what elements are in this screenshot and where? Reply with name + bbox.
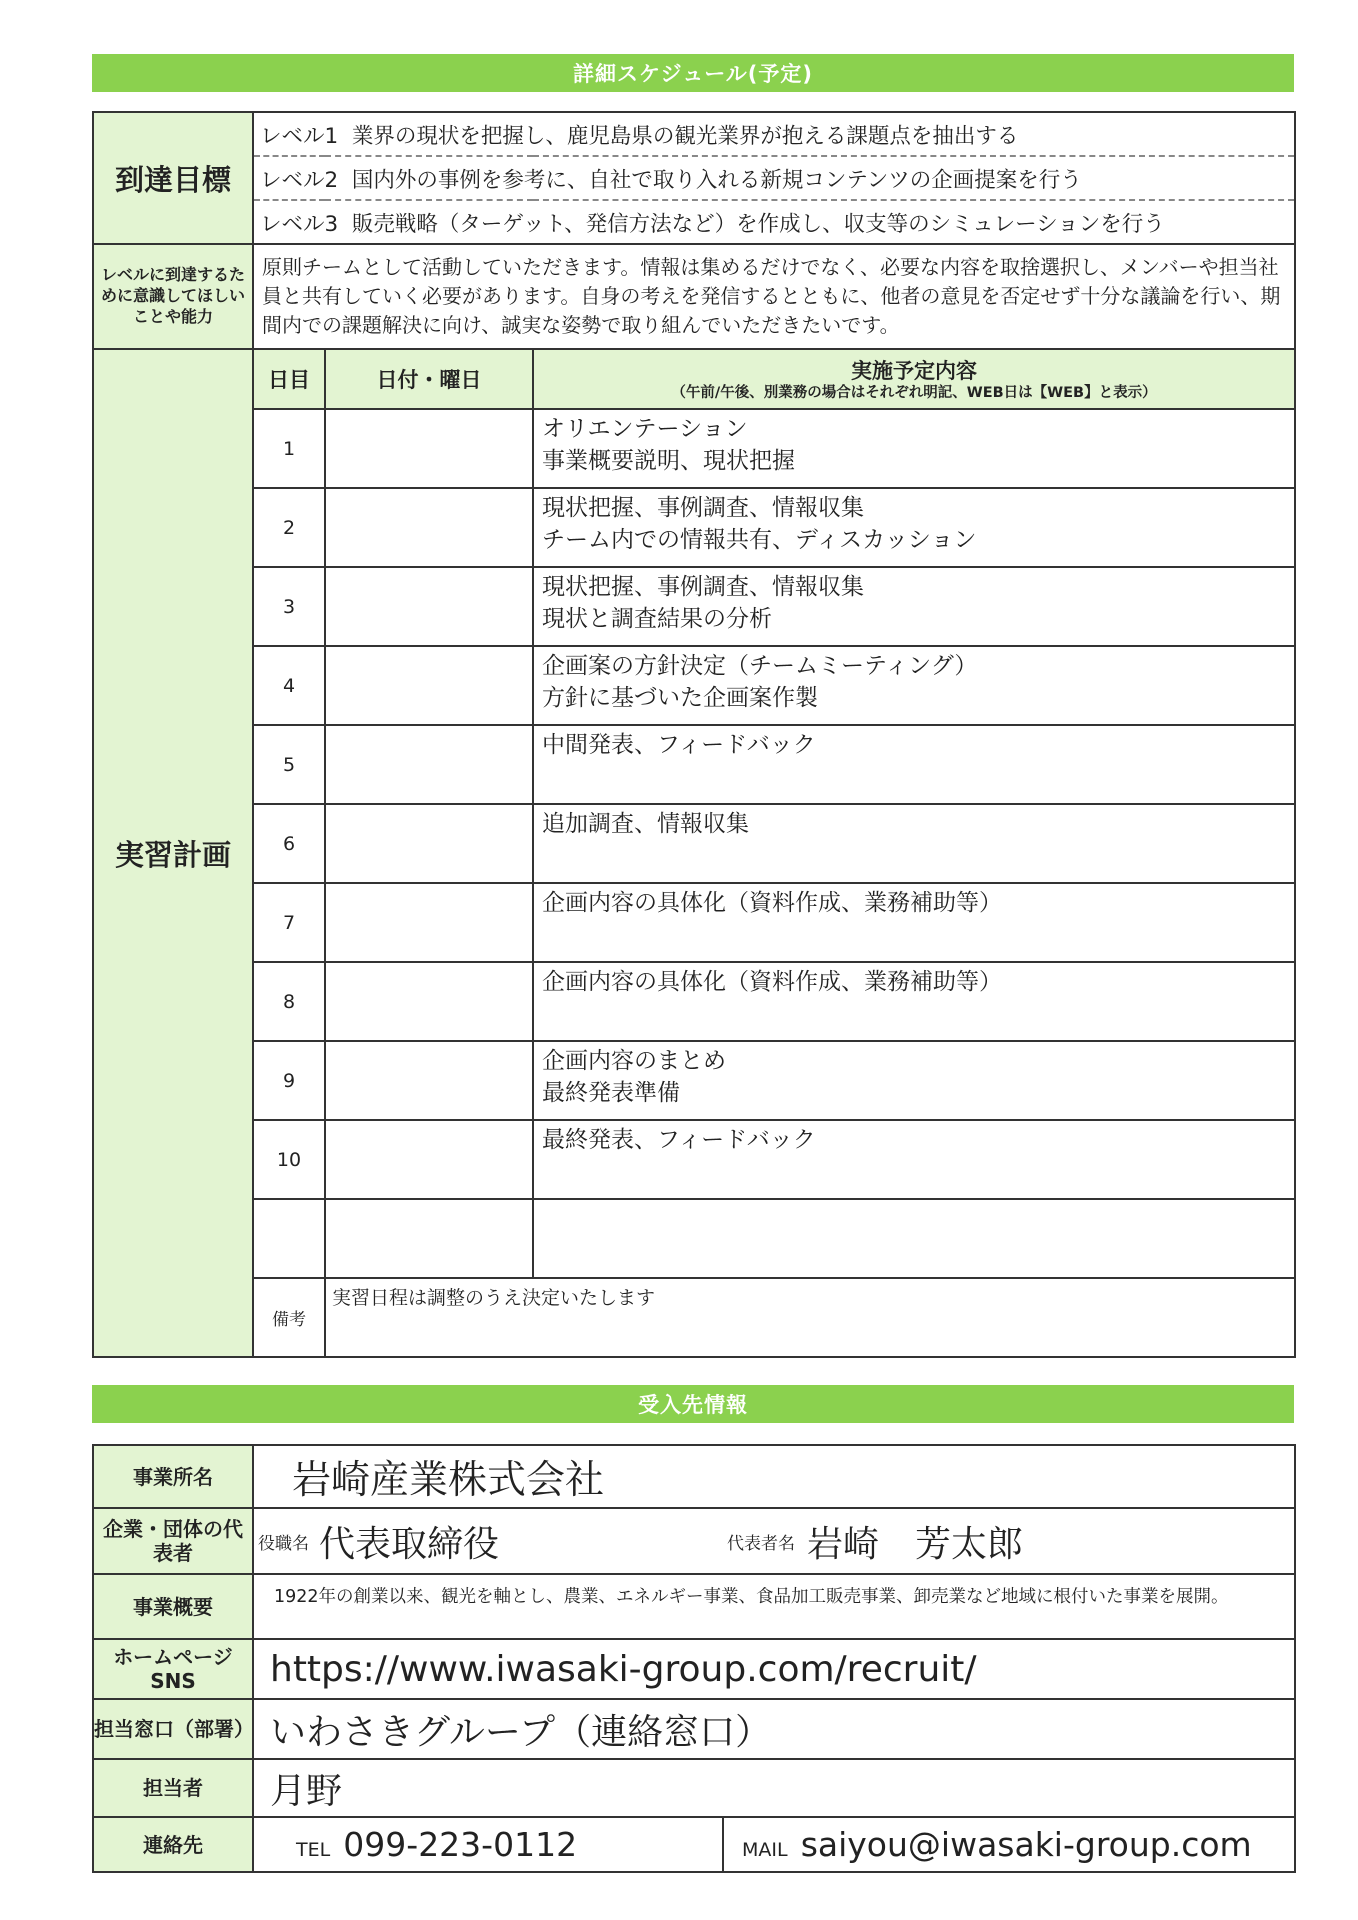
plan-row-content (533, 883, 1295, 962)
plan-row-content (533, 804, 1295, 883)
plan-row-content (533, 962, 1295, 1041)
plan-row (93, 488, 1295, 567)
plan-row-line1: 現状把握、事例調査、情報収集 (542, 574, 864, 600)
plan-row-content (533, 725, 1295, 804)
plan-row (93, 567, 1295, 646)
plan-row-day: 3 (253, 567, 325, 646)
plan-row-line1: 企画内容の具体化（資料作成、業務補助等） (542, 969, 1002, 995)
goal-level-3 (253, 200, 1295, 244)
plan-row-day: 7 (253, 883, 325, 962)
schedule-table (92, 111, 1296, 1358)
homepage-link[interactable]: https://www.iwasaki-group.com/recruit/ (253, 1639, 1295, 1699)
person-in-charge: 月野 (253, 1759, 1295, 1817)
representative-cell (253, 1508, 1295, 1574)
plan-row-day: 6 (253, 804, 325, 883)
plan-row (93, 1041, 1295, 1120)
plan-row-day: 9 (253, 1041, 325, 1120)
plan-row-line2: 現状と調査結果の分析 (542, 606, 772, 633)
business-summary-label: 事業概要 (93, 1574, 253, 1639)
schedule-section-title: 詳細スケジュール(予定) (92, 54, 1294, 92)
col-day-header: 日目 (253, 349, 325, 409)
plan-row-line1: 中間発表、フィードバック (542, 732, 816, 758)
homepage-label: ホームページ SNS (93, 1639, 253, 1699)
plan-row-content (533, 1041, 1295, 1120)
goal-level-1-text: 業界の現状を把握し、鹿児島県の観光業界が抱える課題点を抽出する (351, 123, 1019, 149)
plan-row-line2: 最終発表準備 (542, 1080, 680, 1107)
plan-row-line1: 最終発表、フィードバック (542, 1127, 816, 1153)
plan-row-line1: 企画案の方針決定（チームミーティング） (542, 653, 978, 679)
plan-row-content (533, 409, 1295, 488)
tel-cell (253, 1817, 723, 1872)
plan-row-day: 4 (253, 646, 325, 725)
plan-row-line2: 事業概要説明、現状把握 (542, 448, 795, 475)
plan-row (93, 804, 1295, 883)
plan-label: 実習計画 (93, 349, 253, 1357)
position-value: 代表取締役 (319, 1523, 500, 1565)
plan-row-line2: チーム内での情報共有、ディスカッション (542, 527, 977, 554)
plan-row-day: 2 (253, 488, 325, 567)
mail-label: MAIL (742, 1839, 788, 1861)
plan-row-date[interactable] (325, 488, 533, 567)
plan-row-date[interactable] (325, 962, 533, 1041)
contact-department: いわさきグループ（連絡窓口） (253, 1699, 1295, 1759)
person-in-charge-label: 担当者 (93, 1759, 253, 1817)
plan-row-line1: 現状把握、事例調査、情報収集 (542, 495, 864, 521)
contact-label: 連絡先 (93, 1817, 253, 1872)
plan-row-day: 10 (253, 1120, 325, 1199)
plan-row-date[interactable] (325, 883, 533, 962)
abilities-text: 原則チームとして活動していただきます。情報は集めるだけでなく、必要な内容を取捨選択し、メンバーや担当社員と共有していく必要があります。自身の考えを発信するとともに、他者の意見を否定せず十分な議論を行い、期間内での課題解決に向け、誠実な姿勢で取り組んでいただきたいです。 (253, 244, 1295, 349)
goal-level-3-tag: レベル3 (260, 211, 339, 237)
company-section-title: 受入先情報 (92, 1385, 1294, 1423)
goal-level-1 (253, 112, 1295, 156)
plan-row-content (533, 646, 1295, 725)
company-name: 岩崎産業株式会社 (253, 1445, 1295, 1508)
tel-label: TEL (296, 1839, 331, 1861)
contact-department-label: 担当窓口（部署） (93, 1699, 253, 1759)
remarks-text: 実習日程は調整のうえ決定いたします (325, 1278, 1295, 1357)
plan-row (93, 725, 1295, 804)
plan-row-date[interactable] (325, 804, 533, 883)
col-content-title: 実施予定内容 (851, 359, 977, 384)
plan-row-date[interactable] (325, 409, 533, 488)
plan-row-day: 8 (253, 962, 325, 1041)
plan-row-line1: 企画内容の具体化（資料作成、業務補助等） (542, 890, 1002, 916)
business-summary: 1922年の創業以来、観光を軸とし、農業、エネルギー事業、食品加工販売事業、卸売業など地域に根付いた事業を展開。 (253, 1574, 1295, 1639)
company-name-label: 事業所名 (93, 1445, 253, 1508)
plan-row-content (533, 567, 1295, 646)
plan-row-date[interactable] (325, 725, 533, 804)
plan-row (93, 646, 1295, 725)
goal-level-2-text: 国内外の事例を参考に、自社で取り入れる新規コンテンツの企画提案を行う (351, 167, 1082, 193)
goal-level-3-text: 販売戦略（ターゲット、発信方法など）を作成し、収支等のシミュレーションを行う (351, 211, 1165, 237)
rep-name-value: 岩崎 芳太郎 (807, 1523, 1024, 1565)
plan-row-line1: 企画内容のまとめ (542, 1048, 726, 1074)
goals-label: 到達目標 (93, 112, 253, 244)
company-info-table (92, 1444, 1296, 1873)
col-content-note: （午前/午後、別業務の場合はそれぞれ明記、WEB日は【WEB】と表示） (671, 385, 1157, 402)
plan-row-line2: 方針に基づいた企画案作製 (542, 685, 818, 712)
plan-row-date[interactable] (325, 1041, 533, 1120)
tel-number[interactable]: 099-223-0112 (343, 1825, 578, 1864)
col-date-header: 日付・曜日 (325, 349, 533, 409)
plan-row-content (533, 488, 1295, 567)
goal-level-2 (253, 156, 1295, 200)
plan-row-day: 1 (253, 409, 325, 488)
plan-row-date[interactable] (325, 567, 533, 646)
representative-label: 企業・団体の代表者 (93, 1508, 253, 1574)
plan-row-content (533, 1199, 1295, 1278)
plan-row (93, 962, 1295, 1041)
plan-row-date[interactable] (325, 1199, 533, 1278)
plan-row-date[interactable] (325, 646, 533, 725)
plan-row-line1: オリエンテーション (542, 416, 748, 442)
plan-row (93, 1199, 1295, 1278)
plan-row-line1: 追加調査、情報収集 (542, 811, 749, 837)
plan-row-date[interactable] (325, 1120, 533, 1199)
plan-row (93, 409, 1295, 488)
plan-row (93, 883, 1295, 962)
goal-level-1-tag: レベル1 (260, 123, 339, 149)
plan-row (93, 1120, 1295, 1199)
plan-row-day: 5 (253, 725, 325, 804)
col-content-header (533, 349, 1295, 409)
remarks-label: 備考 (253, 1278, 325, 1357)
mail-address[interactable]: saiyou@iwasaki-group.com (800, 1825, 1252, 1864)
rep-name-label: 代表者名 (727, 1533, 795, 1554)
abilities-label: レベルに到達するために意識してほしいことや能力 (93, 244, 253, 349)
plan-row-day (253, 1199, 325, 1278)
position-label: 役職名 (258, 1533, 309, 1554)
mail-cell (723, 1817, 1295, 1872)
goal-level-2-tag: レベル2 (260, 167, 339, 193)
plan-row-content (533, 1120, 1295, 1199)
